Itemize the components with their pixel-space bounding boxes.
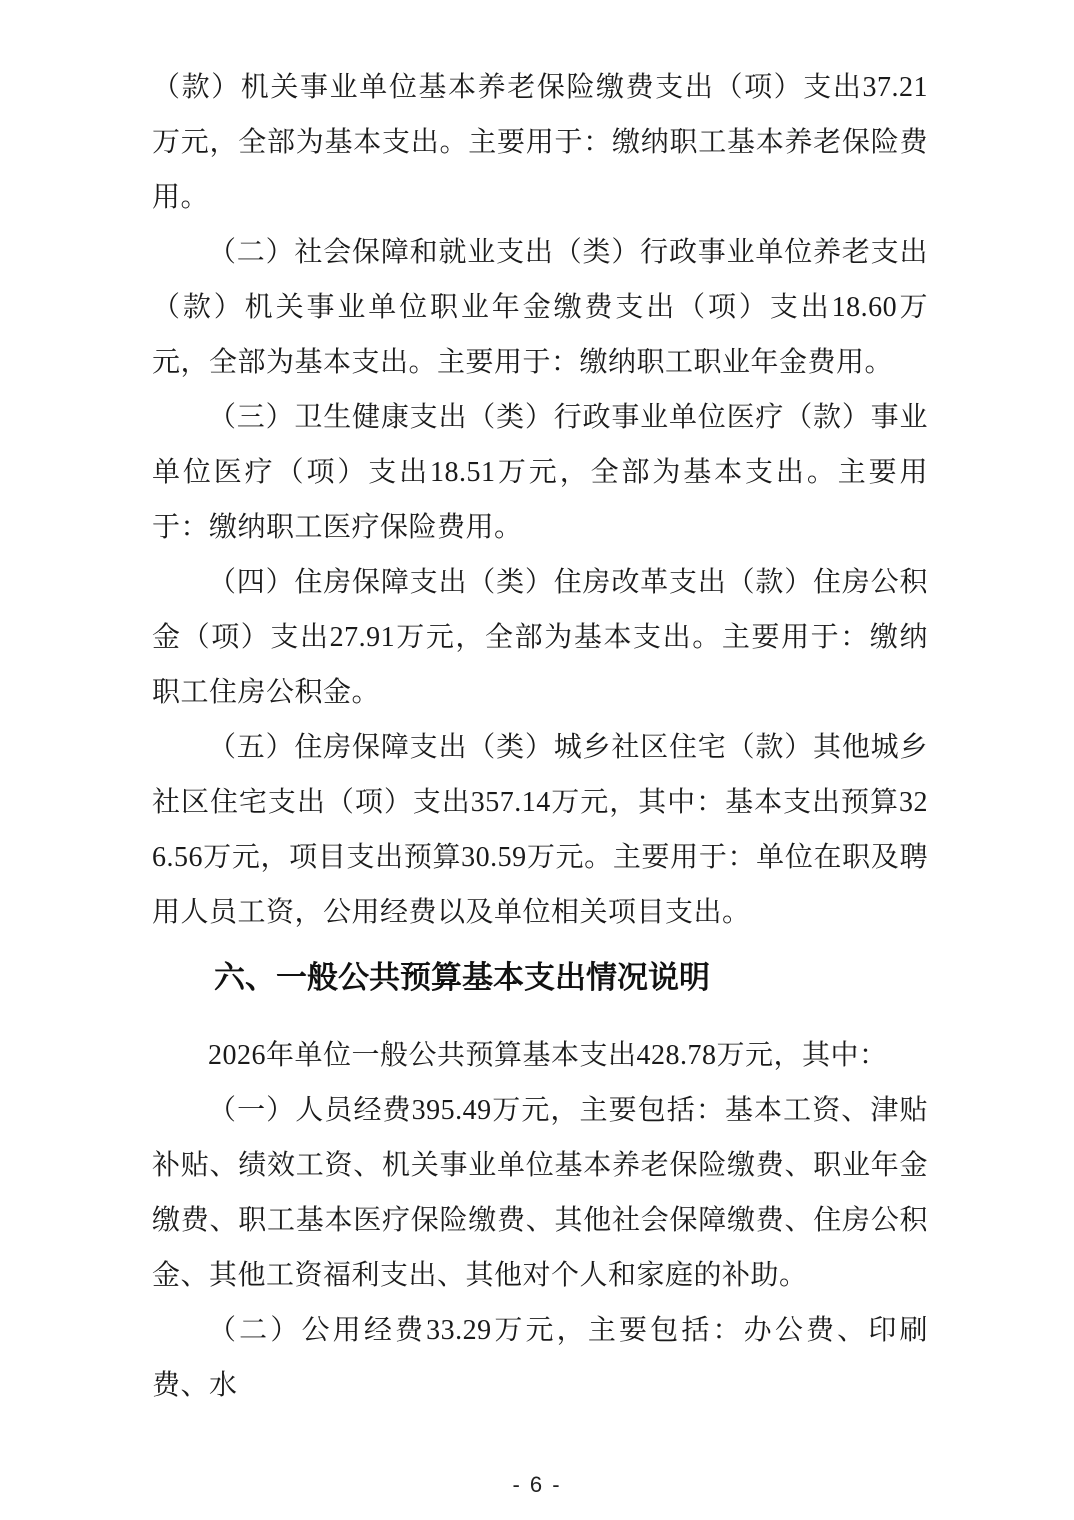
- paragraph-pension-contribution: （款）机关事业单位基本养老保险缴费支出（项）支出37.21万元，全部为基本支出。主要用于：缴纳职工基本养老保险费用。: [152, 72, 928, 213]
- paragraph-urban-rural-housing: （五）住房保障支出（类）城乡社区住宅（款）其他城乡社区住宅支出（项）支出357.14万元，其中：基本支出预算326.56万元，项目支出预算30.59万元。主要用于：单位在职及聘用人员工资，公用经费以及单位相关项目支出。: [152, 732, 928, 928]
- paragraph-public-funds: （二）公用经费33.29万元，主要包括：办公费、印刷费、水: [152, 1315, 928, 1401]
- paragraph-housing-fund: （四）住房保障支出（类）住房改革支出（款）住房公积金（项）支出27.91万元，全部为基本支出。主要用于：缴纳职工住房公积金。: [152, 567, 928, 708]
- paragraph-occupational-annuity: （二）社会保障和就业支出（类）行政事业单位养老支出（款）机关事业单位职业年金缴费支出（项）支出18.60万元，全部为基本支出。主要用于：缴纳职工职业年金费用。: [152, 237, 928, 378]
- paragraph-basic-expenditure-total: 2026年单位一般公共预算基本支出428.78万元，其中：: [208, 1040, 888, 1071]
- document-body: [152, 60, 928, 1413]
- paragraph-health-expenditure: （三）卫生健康支出（类）行政事业单位医疗（款）事业单位医疗（项）支出18.51万元，全部为基本支出。主要用于：缴纳职工医疗保险费用。: [152, 402, 928, 543]
- paragraph-personnel-funds: （一）人员经费395.49万元，主要包括：基本工资、津贴补贴、绩效工资、机关事业单位基本养老保险缴费、职业年金缴费、职工基本医疗保险缴费、其他社会保障缴费、住房公积金、其他工资福利支出、其他对个人和家庭的补助。: [152, 1095, 928, 1291]
- section-heading: 六、一般公共预算基本支出情况说明: [214, 960, 710, 995]
- page-number: - 6 -: [512, 1472, 562, 1497]
- page-footer: [0, 1472, 1074, 1498]
